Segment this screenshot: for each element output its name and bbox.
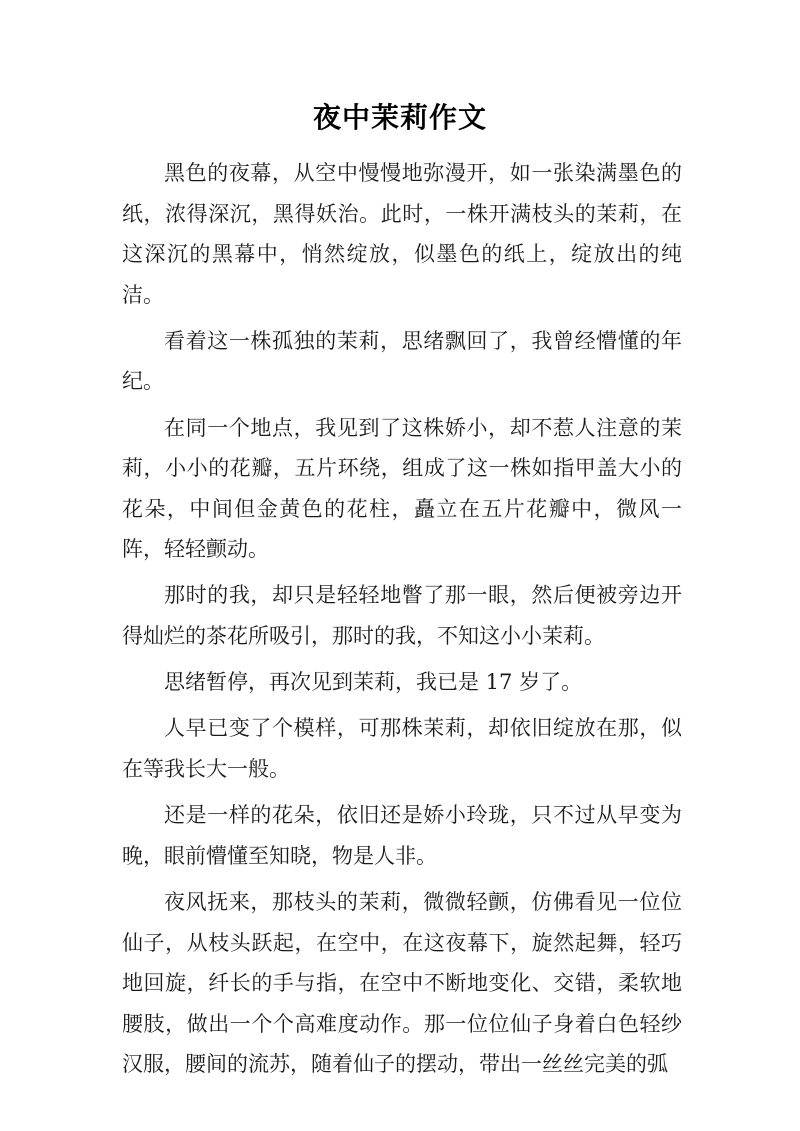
paragraph: 人早已变了个模样，可那株茉莉，却依旧绽放在那，似在等我长大一般。	[122, 716, 682, 781]
paragraph: 看着这一株孤独的茉莉，思绪飘回了，我曾经懵懂的年纪。	[122, 328, 682, 394]
paragraph: 思绪暂停，再次见到茉莉，我已是 17 岁了。	[164, 670, 583, 695]
page-title: 夜中茉莉作文	[312, 101, 487, 134]
paragraph: 黑色的夜幕，从空中慢慢地弥漫开，如一张染满墨色的纸，浓得深沉，黑得妖治。此时，一株开满枝头的茉莉，在这深沉的黑幕中，悄然绽放，似墨色的纸上，绽放出的纯洁。	[122, 161, 682, 307]
paragraph: 在同一个地点，我见到了这株娇小，却不惹人注意的茉莉，小小的花瓣，五片环绕，组成了这一株如指甲盖大小的花朵，中间但金黄色的花柱，矗立在五片花瓣中，微风一阵，轻轻颤动。	[122, 415, 682, 562]
essay-body	[122, 153, 682, 1090]
paragraph: 夜风抚来，那枝头的茉莉，微微轻颤，仿佛看见一位位仙子，从枝头跃起，在空中，在这夜幕下，旋然起舞，轻巧地回旋，纤长的手与指，在空中不断地变化、交错，柔软地腰肢，做出一个个高难度动作。那一位位仙子身着白色轻纱汉服，腰间的流苏，随着仙子的摆动，带出一丝丝完美的弧	[122, 890, 682, 1077]
paragraph: 还是一样的花朵，依旧还是娇小玲珑，只不过从早变为晚，眼前懵懂至知晓，物是人非。	[122, 803, 682, 868]
paragraph: 那时的我，却只是轻轻地瞥了那一眼，然后便被旁边开得灿烂的茶花所吸引，那时的我，不知这小小茉莉。	[122, 583, 682, 648]
